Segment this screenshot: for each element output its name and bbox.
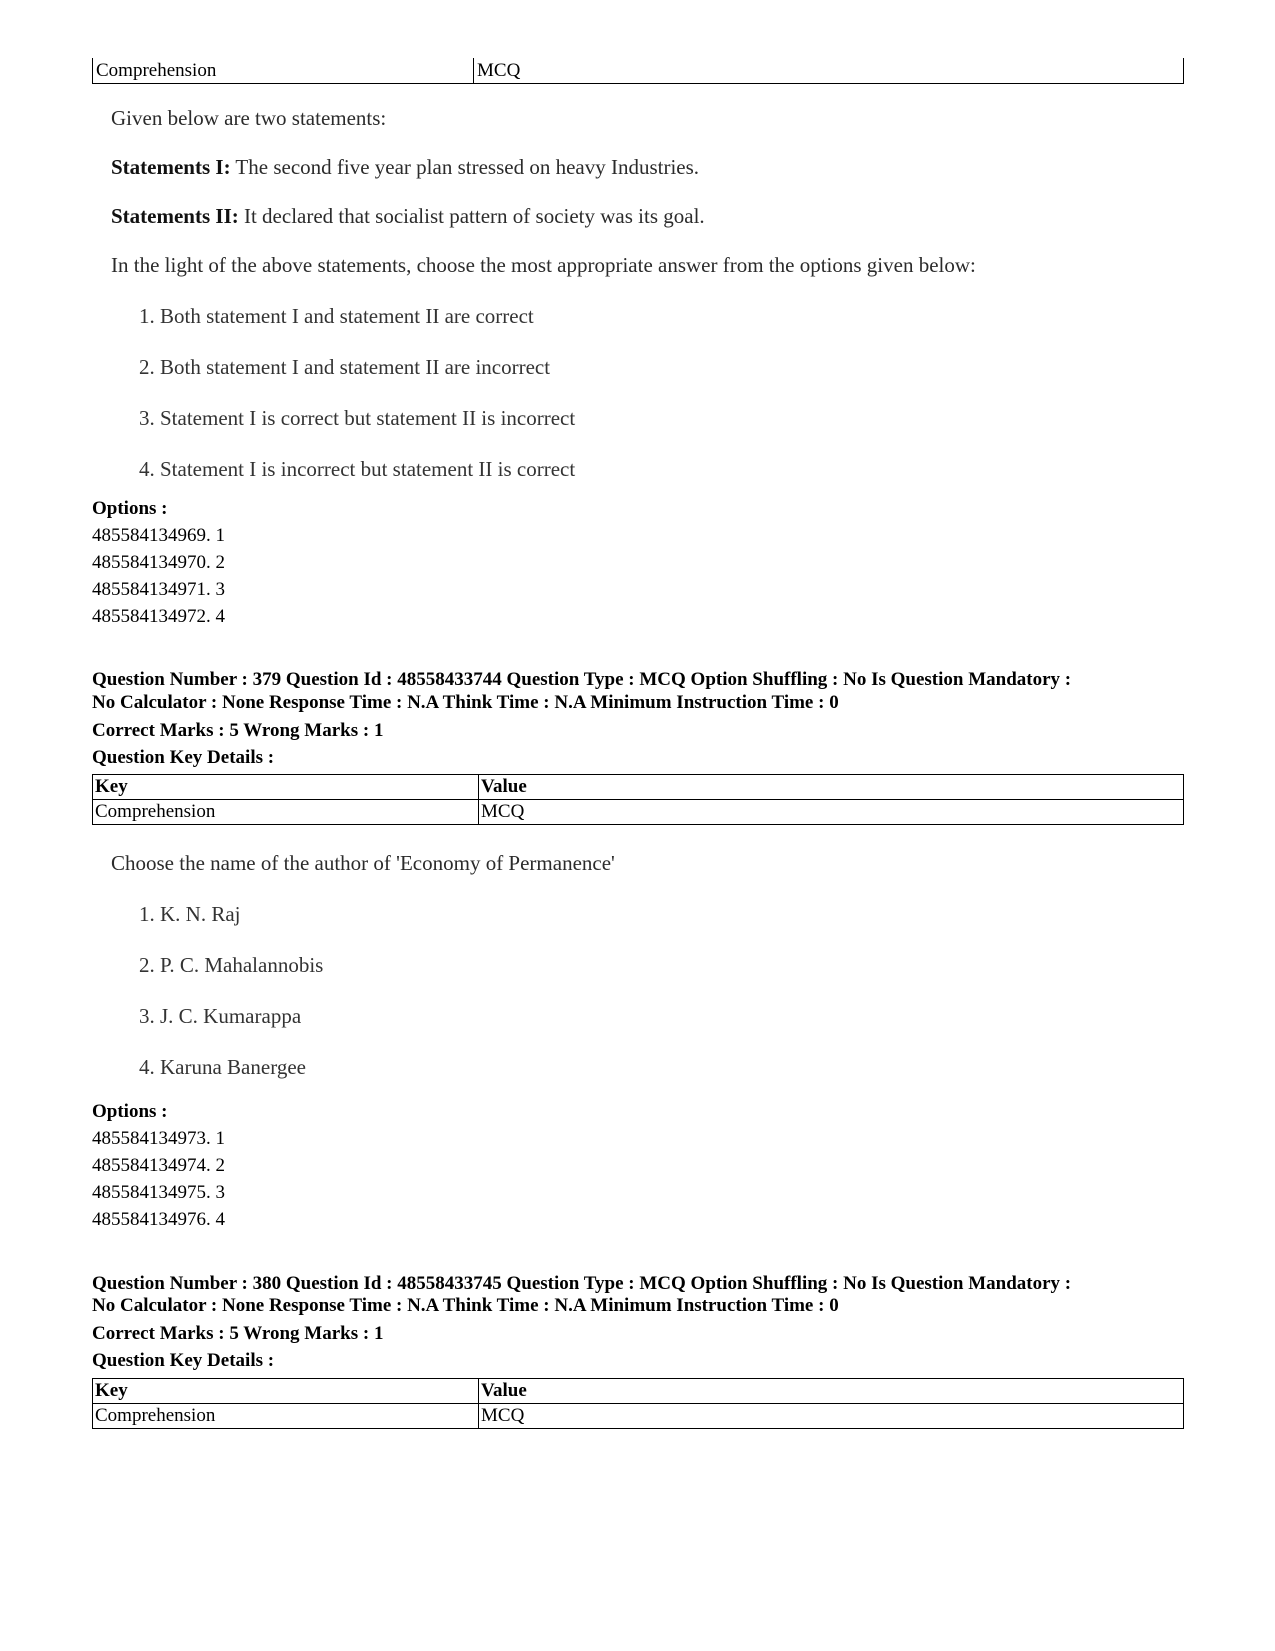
- option-id-4: 485584134972. 4: [92, 606, 225, 627]
- statement-2-text: It declared that socialist pattern of society was its goal.: [238, 204, 705, 228]
- choice-3: 3. J. C. Kumarappa: [139, 1004, 302, 1028]
- choice-1: 1. K. N. Raj: [139, 902, 241, 926]
- statement-2-label: Statements II:: [111, 204, 239, 228]
- table-header-row: [93, 1379, 1184, 1404]
- question-380-marks: Correct Marks : 5 Wrong Marks : 1: [92, 1323, 384, 1344]
- table-row: [93, 1404, 1184, 1429]
- top-key-value-table: [92, 58, 1184, 84]
- table-cell-value: MCQ: [479, 800, 1184, 825]
- question-instruction: In the light of the above statements, choose the most appropriate answer from the options given below:: [111, 253, 976, 277]
- option-id-3: 485584134971. 3: [92, 579, 225, 600]
- options-label: Options :: [92, 1101, 168, 1122]
- choice-4: 4. Statement I is incorrect but statement II is correct: [139, 457, 576, 481]
- question-379-key-details-label: Question Key Details :: [92, 747, 275, 768]
- table-header-row: [93, 775, 1184, 800]
- choice-2: 2. P. C. Mahalannobis: [139, 953, 324, 977]
- option-id-3: 485584134975. 3: [92, 1182, 225, 1203]
- question-379-meta-line-2: No Calculator : None Response Time : N.A Think Time : N.A Minimum Instruction Time : 0: [92, 692, 839, 713]
- statement-1-text: The second five year plan stressed on heavy Industries.: [230, 155, 700, 179]
- question-379-meta-line-1: Question Number : 379 Question Id : 48558433744 Question Type : MCQ Option Shuffling : No Is Question Mandatory :: [92, 669, 1072, 690]
- statement-2: [111, 204, 705, 229]
- option-id-4: 485584134976. 4: [92, 1209, 225, 1230]
- option-id-1: 485584134969. 1: [92, 525, 225, 546]
- table-header-key: Key: [93, 775, 479, 800]
- question-379-text: Choose the name of the author of 'Economy of Permanence': [111, 851, 615, 875]
- statement-1-label: Statements I:: [111, 155, 231, 179]
- option-id-2: 485584134974. 2: [92, 1155, 225, 1176]
- table-row: [93, 800, 1184, 825]
- table-header-value: Value: [479, 1379, 1184, 1404]
- statement-1: [111, 155, 699, 180]
- option-id-1: 485584134973. 1: [92, 1128, 225, 1149]
- question-379-key-table: [92, 774, 1184, 825]
- table-header-value: Value: [479, 775, 1184, 800]
- question-380-key-details-label: Question Key Details :: [92, 1350, 275, 1371]
- options-label: Options :: [92, 498, 168, 519]
- table-header-key: Key: [93, 1379, 479, 1404]
- choice-3: 3. Statement I is correct but statement II is incorrect: [139, 406, 576, 430]
- choice-4: 4. Karuna Banergee: [139, 1055, 306, 1079]
- table-cell-value: MCQ: [479, 1404, 1184, 1429]
- top-table-key-cell: Comprehension: [92, 58, 473, 84]
- table-cell-key: Comprehension: [93, 1404, 479, 1429]
- choice-1: 1. Both statement I and statement II are correct: [139, 304, 534, 328]
- question-380-meta-line-1: Question Number : 380 Question Id : 48558433745 Question Type : MCQ Option Shuffling : No Is Question Mandatory :: [92, 1273, 1072, 1294]
- statements-intro: Given below are two statements:: [111, 106, 387, 130]
- question-380-key-table: [92, 1378, 1184, 1429]
- choice-2: 2. Both statement I and statement II are incorrect: [139, 355, 551, 379]
- question-379-marks: Correct Marks : 5 Wrong Marks : 1: [92, 720, 384, 741]
- table-cell-key: Comprehension: [93, 800, 479, 825]
- question-380-meta-line-2: No Calculator : None Response Time : N.A Think Time : N.A Minimum Instruction Time : 0: [92, 1295, 839, 1316]
- option-id-2: 485584134970. 2: [92, 552, 225, 573]
- top-table-value-cell: MCQ: [473, 58, 1184, 84]
